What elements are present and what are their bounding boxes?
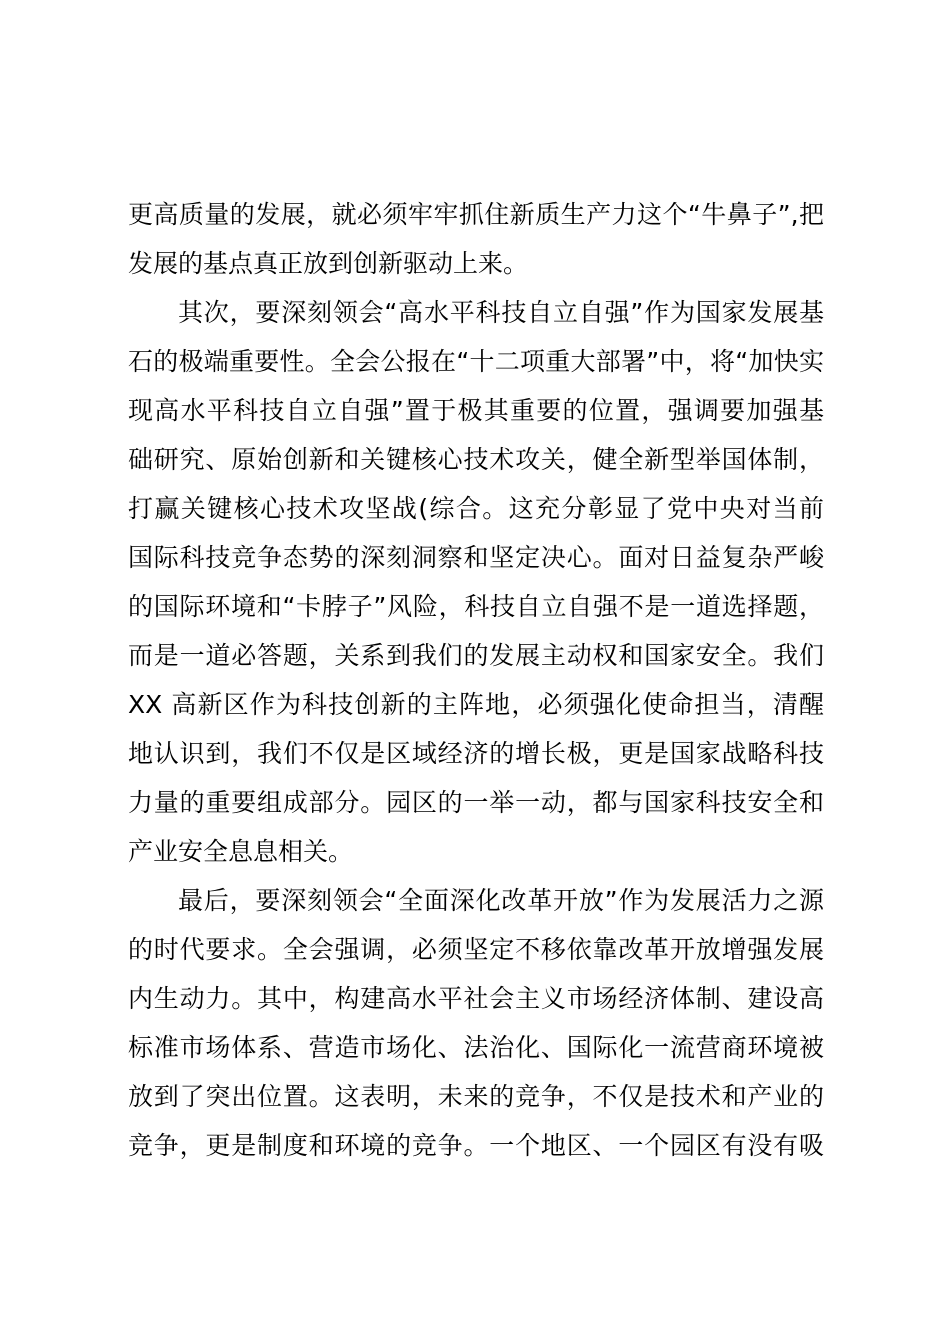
text-line: 更高质量的发展，就必须牢牢抓住新质生产力这个“牛鼻子”,把 [128, 200, 824, 229]
paragraph-first-line: 最后，要深刻领会“全面深化改革开放”作为发展活力之源 [178, 886, 824, 915]
body-text [128, 190, 824, 1170]
text-line: 的国际环境和“卡脖子”风险，科技自立自强不是一道选择题， [128, 592, 824, 621]
text-line: 打赢关键核心技术攻坚战(综合。这充分彰显了党中央对当前 [128, 494, 824, 523]
text-line: 放到了突出位置。这表明，未来的竞争，不仅是技术和产业的 [128, 1082, 824, 1111]
text-line: 而是一道必答题，关系到我们的发展主动权和国家安全。我们 [128, 641, 824, 670]
paragraph-first-line: 其次，要深刻领会“高水平科技自立自强”作为国家发展基 [178, 298, 824, 327]
text-line: 产业安全息息相关。 [128, 837, 354, 866]
text-line: 地认识到，我们不仅是区域经济的增长极，更是国家战略科技 [128, 739, 824, 768]
text-line: 的时代要求。全会强调，必须坚定不移依靠改革开放增强发展 [128, 935, 824, 964]
text-line: 内生动力。其中，构建高水平社会主义市场经济体制、建设高 [128, 984, 824, 1013]
text-line: 石的极端重要性。全会公报在“十二项重大部署”中，将“加快实 [128, 347, 824, 376]
text-line: 国际科技竞争态势的深刻洞察和坚定决心。面对日益复杂严峻 [128, 543, 824, 572]
text-line: 竞争，更是制度和环境的竞争。一个地区、一个园区有没有吸 [128, 1131, 824, 1160]
text-line: 力量的重要组成部分。园区的一举一动，都与国家科技安全和 [128, 788, 824, 817]
text-line: 标准市场体系、营造市场化、法治化、国际化一流营商环境被 [128, 1033, 824, 1062]
text-line: XX 高新区作为科技创新的主阵地，必须强化使命担当，清醒 [128, 690, 824, 719]
text-line: 础研究、原始创新和关键核心技术攻关，健全新型举国体制， [128, 445, 824, 474]
text-line: 发展的基点真正放到创新驱动上来。 [128, 249, 529, 278]
text-line: 现高水平科技自立自强”置于极其重要的位置，强调要加强基 [128, 396, 824, 425]
